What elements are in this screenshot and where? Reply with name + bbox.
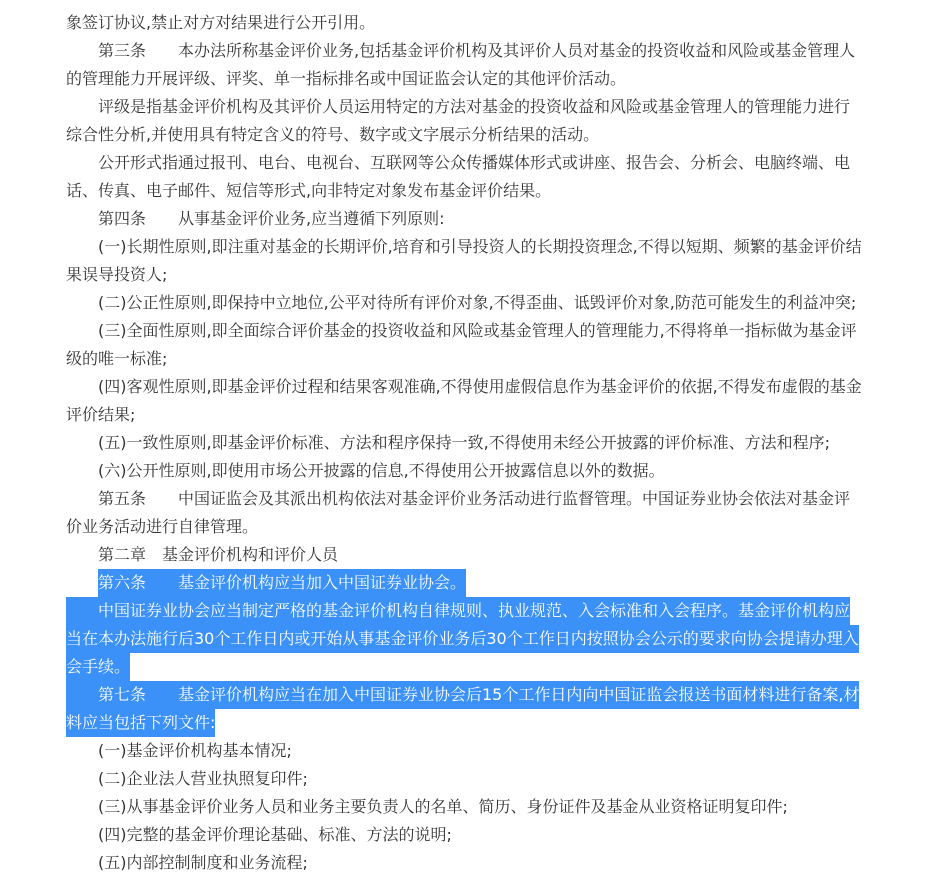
text-line: [66, 289, 913, 317]
text-line: [66, 121, 913, 149]
text-line: [66, 401, 913, 429]
text-line: [66, 709, 913, 737]
text-line: [66, 373, 913, 401]
text-line: [66, 177, 913, 205]
text-run[interactable]: 评价结果;: [66, 405, 136, 424]
text-line: [66, 149, 913, 177]
text-line: [66, 513, 913, 541]
text-line: [66, 625, 913, 653]
text-run[interactable]: 第二章 基金评价机构和评价人员: [66, 545, 339, 564]
selected-text-run[interactable]: 第七条 基金评价机构应当在加入中国证券业协会后15个工作日内向中国证监会报送书面材料进行备案,材: [66, 681, 859, 709]
text-line: [66, 793, 913, 821]
text-run[interactable]: (三)从事基金评价业务人员和业务主要负责人的名单、简历、身份证件及基金从业资格证明复印件;: [66, 797, 788, 816]
text-run[interactable]: 第四条 从事基金评价业务,应当遵循下列原则:: [66, 209, 445, 228]
selected-text-run[interactable]: 料应当包括下列文件:: [66, 709, 215, 737]
selected-text-run[interactable]: 中国证券业协会应当制定严格的基金评价机构自律规则、执业规范、入会标准和入会程序。基金评价机构应: [66, 597, 850, 625]
text-run[interactable]: (五)内部控制制度和业务流程;: [66, 853, 308, 872]
text-line: [66, 9, 913, 37]
text-line: [66, 37, 913, 65]
text-run[interactable]: (一)基金评价机构基本情况;: [66, 741, 292, 760]
text-line: [66, 541, 913, 569]
text-line: [66, 849, 913, 877]
text-line: [66, 429, 913, 457]
text-line: [66, 821, 913, 849]
text-run[interactable]: (三)全面性原则,即全面综合评价基金的投资收益和风险或基金管理人的管理能力,不得将单一指标做为基金评: [66, 321, 857, 340]
text-run[interactable]: 象签订协议,禁止对方对结果进行公开引用。: [66, 13, 376, 32]
text-line: [66, 65, 913, 93]
text-run[interactable]: (六)公开性原则,即使用市场公开披露的信息,不得使用公开披露信息以外的数据。: [66, 461, 665, 480]
text-line: [66, 205, 913, 233]
selected-text-run[interactable]: 会手续。: [66, 653, 130, 681]
text-run[interactable]: 级的唯一标准;: [66, 349, 168, 368]
text-line: [66, 765, 913, 793]
text-run[interactable]: 评级是指基金评价机构及其评价人员运用特定的方法对基金的投资收益和风险或基金管理人的管理能力进行: [66, 97, 851, 116]
text-line: [66, 597, 913, 625]
text-run[interactable]: 公开形式指通过报刊、电台、电视台、互联网等公众传播媒体形式或讲座、报告会、分析会、电脑终端、电: [66, 153, 851, 172]
text-line: [66, 485, 913, 513]
text-run[interactable]: 价业务活动进行自律管理。: [66, 517, 259, 536]
text-run[interactable]: (四)完整的基金评价理论基础、标准、方法的说明;: [66, 825, 452, 844]
text-line: [66, 457, 913, 485]
text-line: [66, 233, 913, 261]
text-line: [66, 681, 913, 709]
text-run[interactable]: (五)一致性原则,即基金评价标准、方法和程序保持一致,不得使用未经公开披露的评价标准、方法和程序;: [66, 433, 831, 452]
text-run[interactable]: 的管理能力开展评级、评奖、单一指标排名或中国证监会认定的其他评价活动。: [66, 69, 627, 88]
text-run[interactable]: 话、传真、电子邮件、短信等形式,向非特定对象发布基金评价结果。: [66, 181, 552, 200]
text-line: [66, 345, 913, 373]
text-run[interactable]: 第五条 中国证监会及其派出机构依法对基金评价业务活动进行监督管理。中国证券业协会依法对基金评: [66, 489, 851, 508]
text-run[interactable]: (一)长期性原则,即注重对基金的长期评价,培育和引导投资人的长期投资理念,不得以短期、频繁的基金评价结: [66, 237, 862, 256]
text-run[interactable]: (四)客观性原则,即基金评价过程和结果客观准确,不得使用虚假信息作为基金评价的依据,不得发布虚假的基金: [66, 377, 862, 396]
text-run[interactable]: 综合性分析,并使用具有特定含义的符号、数字或文字展示分析结果的活动。: [66, 125, 600, 144]
text-line: [66, 569, 913, 597]
selected-text-run[interactable]: 第六条 基金评价机构应当加入中国证券业协会。: [98, 569, 466, 597]
text-line: [66, 93, 913, 121]
text-line: [66, 737, 913, 765]
text-run[interactable]: 第三条 本办法所称基金评价业务,包括基金评价机构及其评价人员对基金的投资收益和风险或基金管理人: [66, 41, 856, 60]
text-run[interactable]: [66, 569, 98, 597]
text-line: [66, 317, 913, 345]
text-line: [66, 261, 913, 289]
selected-text-run[interactable]: 当在本办法施行后30个工作日内或开始从事基金评价业务后30个工作日内按照协会公示的要求向协会提请办理入: [66, 625, 859, 653]
text-run[interactable]: (二)企业法人营业执照复印件;: [66, 769, 308, 788]
text-line: [66, 653, 913, 681]
text-run[interactable]: (二)公正性原则,即保持中立地位,公平对待所有评价对象,不得歪曲、诋毁评价对象,防范可能发生的利益冲突;: [66, 293, 857, 312]
text-run[interactable]: 果误导投资人;: [66, 265, 168, 284]
